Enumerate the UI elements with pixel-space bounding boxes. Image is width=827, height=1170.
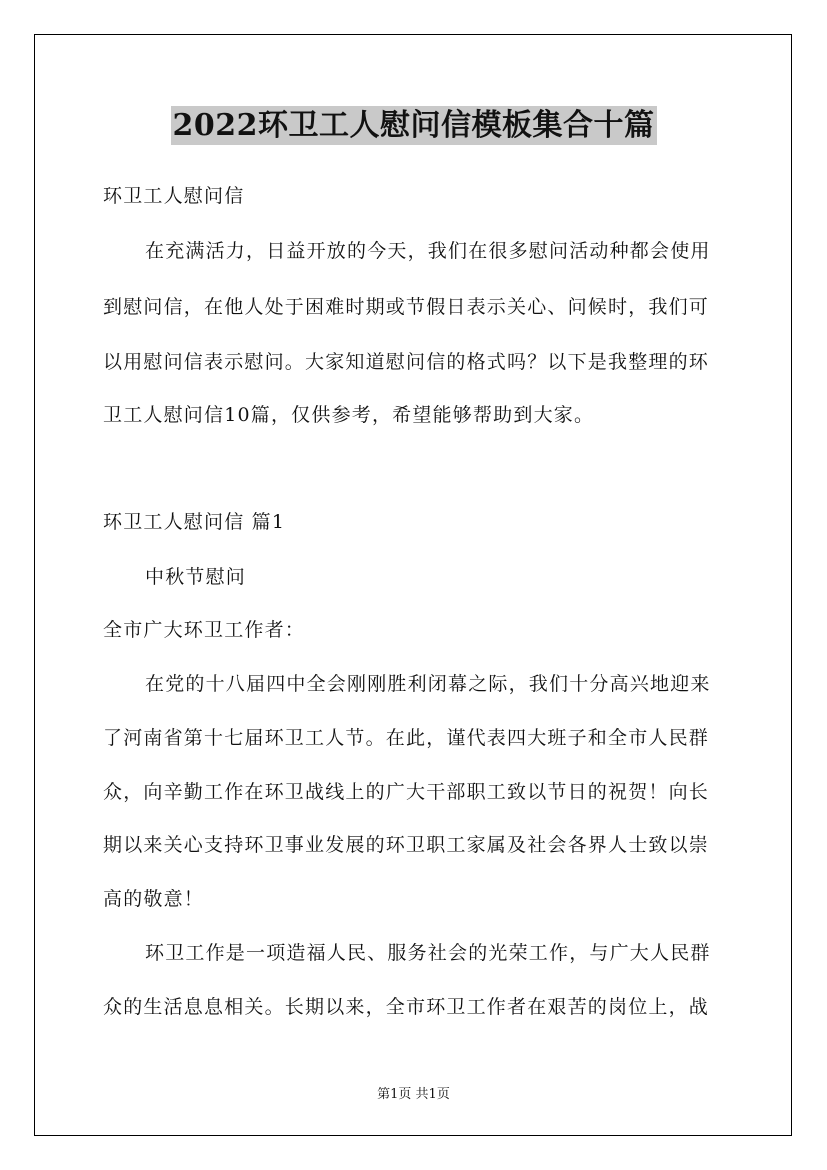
- body-line: 高的敬意！: [103, 888, 205, 910]
- document-title: 2022环卫工人慰问信模板集合十篇: [172, 108, 655, 143]
- page-number: 第1页 共1页: [377, 1087, 450, 1102]
- document-title-block: [0, 100, 827, 144]
- body-line: 期以来关心支持环卫事业发展的环卫职工家属及社会各界人士致以崇: [103, 834, 710, 856]
- body-line: 众的生活息息相关。长期以来，全市环卫工作者在艰苦的岗位上，战: [103, 996, 710, 1018]
- intro-line: 以用慰问信表示慰问。大家知道慰问信的格式吗？以下是我整理的环: [103, 351, 710, 373]
- body-line: 在党的十八届四中全会刚刚胜利闭幕之际，我们十分高兴地迎来: [145, 673, 711, 695]
- article-heading: 环卫工人慰问信 篇1: [103, 511, 286, 533]
- salutation: 全市广大环卫工作者：: [103, 619, 306, 641]
- intro-line: 卫工人慰问信10篇，仅供参考，希望能够帮助到大家。: [103, 404, 595, 426]
- body-line: 众，向辛勤工作在环卫战线上的广大干部职工致以节日的祝贺！向长: [103, 781, 710, 803]
- article-subheading: 中秋节慰问: [145, 566, 247, 588]
- body-line: 环卫工作是一项造福人民、服务社会的光荣工作，与广大人民群: [145, 942, 711, 964]
- body-line: 了河南省第十七届环卫工人节。在此，谨代表四大班子和全市人民群: [103, 727, 710, 749]
- intro-line: 在充满活力，日益开放的今天，我们在很多慰问活动种都会使用: [145, 240, 711, 262]
- section-heading: 环卫工人慰问信: [103, 185, 245, 207]
- intro-line: 到慰问信，在他人处于困难时期或节假日表示关心、问候时，我们可: [103, 296, 710, 318]
